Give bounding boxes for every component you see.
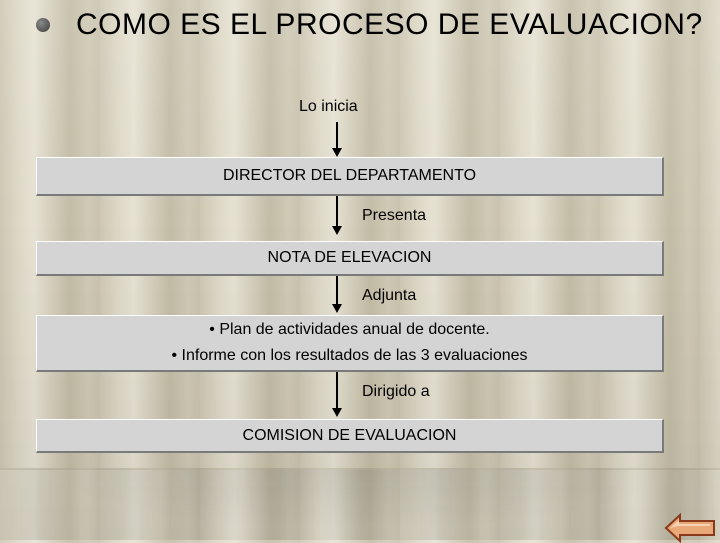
- box-comision-text: COMISION DE EVALUACION: [242, 426, 457, 444]
- title-row: [36, 8, 703, 42]
- connector-4-line: [336, 372, 338, 408]
- box-director: [36, 157, 664, 196]
- back-button[interactable]: [664, 513, 716, 543]
- page-title: COMO ES EL PROCESO DE EVALUACION?: [76, 8, 703, 41]
- connector-3-arrow-icon: [332, 304, 342, 313]
- step-2-label: Presenta: [362, 207, 427, 224]
- box-comision: [36, 419, 664, 453]
- left-arrow-icon: [666, 515, 714, 541]
- connector-2-arrow-icon: [332, 226, 342, 235]
- connector-3-line: [336, 276, 338, 304]
- connector-4-arrow-icon: [332, 408, 342, 417]
- box-nota: [36, 241, 664, 276]
- step-3-label: Adjunta: [362, 287, 417, 304]
- bullet-icon: [36, 18, 50, 32]
- connector-1-arrow-icon: [332, 148, 342, 157]
- box-adjunta-line-2: • Informe con los resultados de las 3 evaluaciones: [171, 347, 528, 364]
- step-4-label: Dirigido a: [362, 383, 430, 400]
- connector-1-line: [336, 122, 338, 148]
- step-1-label: Lo inicia: [299, 98, 358, 115]
- box-nota-text: NOTA DE ELEVACION: [267, 249, 432, 266]
- curtain-bottom: [0, 468, 720, 540]
- box-adjunta-line-1: • Plan de actividades anual de docente.: [209, 321, 490, 338]
- box-adjunta: [36, 315, 664, 372]
- box-director-text: DIRECTOR DEL DEPARTAMENTO: [222, 167, 477, 184]
- connector-2-line: [336, 196, 338, 226]
